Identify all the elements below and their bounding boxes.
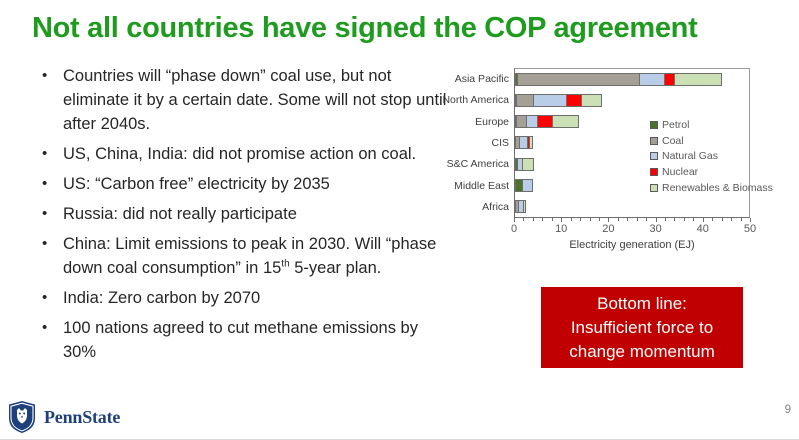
chart-category-label: S&C America: [446, 158, 509, 171]
x-axis-major-tick: [561, 218, 562, 222]
bullet-item: • China: Limit emissions to peak in 2030. Will “phase down coal consumption” in 15th 5-year plan.: [40, 232, 448, 280]
x-axis-major-tick: [750, 218, 751, 222]
x-axis-minor-tick: [533, 218, 534, 221]
x-axis-tick-label: 0: [510, 223, 518, 235]
legend-label: Coal: [662, 134, 684, 147]
legend-item: [650, 149, 773, 165]
legend-swatch-icon: [650, 152, 658, 160]
chart-category-label: Middle East: [454, 179, 509, 192]
x-axis-major-tick: [656, 218, 657, 222]
x-axis-minor-tick: [712, 218, 713, 221]
x-axis-minor-tick: [665, 218, 666, 221]
bar-segment-renewables-biomass: [674, 73, 722, 86]
legend-label: Natural Gas: [662, 150, 719, 163]
x-axis-minor-tick: [684, 218, 685, 221]
bar-segment-renewables-biomass: [522, 158, 534, 171]
x-axis-minor-tick: [542, 218, 543, 221]
chart-bar-row: [515, 90, 749, 111]
chart-bar-row: [515, 69, 749, 90]
bar-segment-renewables-biomass: [529, 136, 533, 149]
pennstate-logo-text: PennState: [44, 406, 121, 427]
x-axis-minor-tick: [523, 218, 524, 221]
callout-line: Bottom line:: [597, 294, 687, 313]
bar-segment-nuclear: [537, 115, 553, 128]
chart-legend: [650, 117, 773, 196]
bullet-item: • US, China, India: did not promise action on coal.: [40, 142, 448, 166]
legend-label: Renewables & Biomass: [662, 182, 773, 195]
x-axis-minor-tick: [646, 218, 647, 221]
x-axis-major-tick: [703, 218, 704, 222]
callout-line: Insufficient force to: [570, 318, 714, 337]
chart-category-label: Asia Pacific: [454, 72, 509, 85]
bullet-item: • Russia: did not really participate: [40, 202, 448, 226]
legend-item: [650, 117, 773, 133]
bar-segment-natural-gas: [522, 179, 533, 192]
chart-x-axis-label: Electricity generation (EJ): [569, 239, 695, 251]
bullet-item: • Countries will “phase down” coal use, but not eliminate it by a certain date. Some will not stop until after 2040s.: [40, 64, 448, 136]
pennstate-shield-icon: [8, 401, 36, 433]
x-axis-tick-label: 50: [743, 223, 757, 235]
legend-swatch-icon: [650, 184, 658, 192]
x-axis-major-tick: [608, 218, 609, 222]
bar-segment-natural-gas: [639, 73, 665, 86]
x-axis-minor-tick: [590, 218, 591, 221]
legend-swatch-icon: [650, 137, 658, 145]
x-axis-minor-tick: [722, 218, 723, 221]
legend-label: Nuclear: [662, 166, 699, 179]
chart-category-label: Africa: [482, 201, 509, 214]
x-axis-tick-label: 10: [555, 223, 568, 235]
x-axis-minor-tick: [674, 218, 675, 221]
x-axis-minor-tick: [741, 218, 742, 221]
bar-segment-coal: [517, 73, 641, 86]
x-axis-minor-tick: [693, 218, 694, 221]
bottom-line-callout: [541, 287, 743, 368]
legend-item: [650, 133, 773, 149]
electricity-generation-chart: [442, 60, 799, 258]
bar-segment-renewables-biomass: [581, 94, 603, 107]
legend-swatch-icon: [650, 168, 658, 176]
chart-bar-row: [515, 196, 749, 217]
x-axis-minor-tick: [637, 218, 638, 221]
x-axis-tick-label: 30: [649, 223, 662, 235]
callout-line: change momentum: [569, 342, 715, 361]
bullet-list: [40, 64, 448, 370]
legend-item: [650, 164, 773, 180]
page-number: 9: [784, 404, 791, 416]
bar-segment-nuclear: [566, 94, 581, 107]
x-axis-minor-tick: [731, 218, 732, 221]
bar-segment-natural-gas: [533, 94, 567, 107]
bar-segment-coal: [516, 94, 534, 107]
chart-category-label: Europe: [475, 115, 509, 128]
bullet-item: • US: “Carbon free” electricity by 2035: [40, 172, 448, 196]
legend-swatch-icon: [650, 121, 658, 129]
bar-segment-renewables-biomass: [552, 115, 579, 128]
x-axis-minor-tick: [571, 218, 572, 221]
x-axis-tick-label: 40: [696, 223, 709, 235]
slide-title: Not all countries have signed the COP agreement: [32, 12, 698, 44]
chart-category-axis: [442, 68, 509, 218]
x-axis-minor-tick: [618, 218, 619, 221]
bar-segment-renewables-biomass: [523, 200, 526, 213]
legend-label: Petrol: [662, 118, 690, 131]
x-axis-major-tick: [514, 218, 515, 222]
x-axis-tick-label: 20: [602, 223, 615, 235]
pennstate-logo: [8, 401, 120, 433]
x-axis-minor-tick: [627, 218, 628, 221]
bullet-item: • India: Zero carbon by 2070: [40, 286, 448, 310]
x-axis-minor-tick: [580, 218, 581, 221]
legend-item: [650, 180, 773, 196]
chart-category-label: CIS: [491, 136, 509, 149]
bullet-item: • 100 nations agreed to cut methane emissions by 30%: [40, 316, 448, 364]
x-axis-minor-tick: [599, 218, 600, 221]
chart-category-label: North America: [442, 94, 509, 107]
x-axis-minor-tick: [552, 218, 553, 221]
